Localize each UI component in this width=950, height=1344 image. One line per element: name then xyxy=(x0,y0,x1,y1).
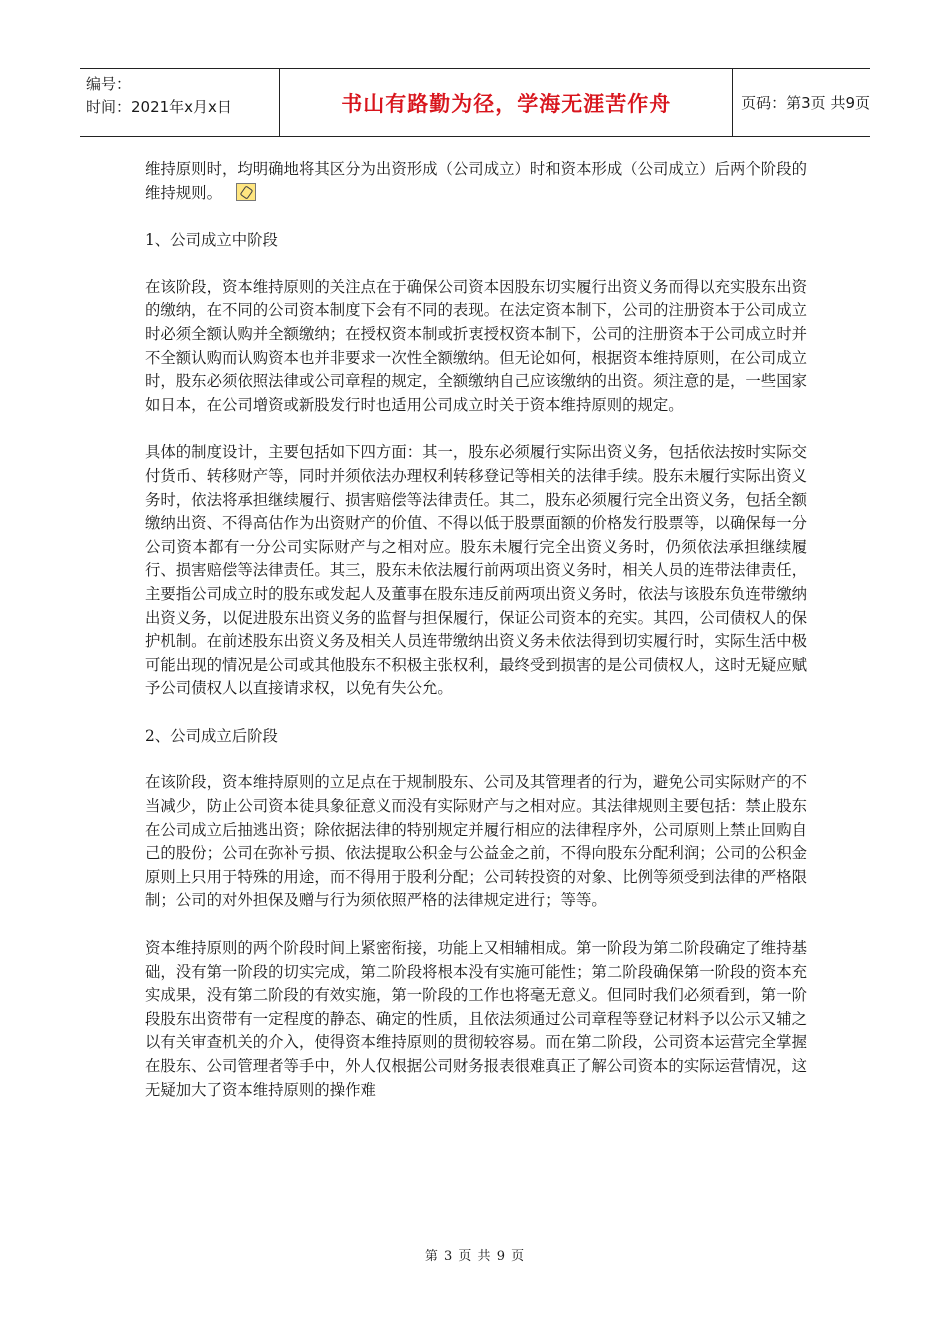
header-meta xyxy=(80,69,279,136)
paragraph: 资本维持原则的两个阶段时间上紧密衔接，功能上又相辅相成。第一阶段为第二阶段确定了维持基础，没有第一阶段的切实完成，第二阶段将根本没有实施可能性；第二阶段确保第一阶段的资本充实成果，没有第二阶段的有效实施，第一阶段的工作也将毫无意义。但同时我们必须看到，第一阶段股东出资带有一定程度的静态、确定的性质，且依法须通过公司章程等登记材料予以公示又辅之以有关审查机关的介入，使得资本维持原则的贯彻较容易。而在第二阶段，公司资本运营完全掌握在股东、公司管理者等手中，外人仅根据公司财务报表很难真正了解公司资本的实际运营情况，这无疑加大了资本维持原则的操作难 xyxy=(145,939,807,1099)
paragraph: 具体的制度设计，主要包括如下四方面：其一，股东必须履行实际出资义务，包括依法按时实际交付货币、转移财产等，同时并须依法办理权利转移登记等相关的法律手续。股东未履行实际出资义务时，依法将承担继续履行、损害赔偿等法律责任。其二，股东必须履行完全出资义务，包括全额缴纳出资、不得高估作为出资财产的价值、不得以低于股票面额的价格发行股票等，以确保每一分公司资本都有一分公司实际财产与之相对应。股东未履行完全出资义务时，仍须依法承担继续履行、损害赔偿等法律责任。其三，股东未依法履行前两项出资义务时，相关人员的连带法律责任，主要指公司成立时的股东或发起人及董事在股东违反前两项出资义务时，依法与该股东负连带缴纳出资义务，以促进股东出资义务的监督与担保履行，保证公司资本的充实。其四，公司债权人的保护机制。在前述股东出资义务及相关人员连带缴纳出资义务未依法得到切实履行时，实际生活中极可能出现的情况是公司或其他股东不积极主张权利，最终受到损害的是公司债权人，这时无疑应赋予公司债权人以直接请求权，以免有失公允。 xyxy=(145,443,807,698)
document-number-label: 编号： xyxy=(86,75,132,93)
document-date: 时间：2021年x月x日 xyxy=(86,98,232,116)
header-page-info: 页码：第3页 共9页 xyxy=(741,94,870,112)
header-motto: 书山有路勤为径，学海无涯苦作舟 xyxy=(279,69,733,136)
section-heading-2: 2、公司成立后阶段 xyxy=(145,726,278,745)
paragraph-intro xyxy=(145,158,807,205)
paragraph: 在该阶段，资本维持原则的关注点在于确保公司资本因股东切实履行出资义务而得以充实股东出资的缴纳，在不同的公司资本制度下会有不同的表现。在法定资本制下，公司的注册资本于公司成立时必须全额认购并全额缴纳；在授权资本制或折衷授权资本制下，公司的注册资本于公司成立时并不全额认购而认购资本也并非要求一次性全额缴纳。但无论如何，根据资本维持原则，在公司成立时，股东必须依照法律或公司章程的规定，全额缴纳自己应该缴纳的出资。须注意的是，一些国家如日本，在公司增资或新股发行时也适用公司成立时关于资本维持原则的规定。 xyxy=(145,277,807,414)
paragraph: 在该阶段，资本维持原则的立足点在于规制股东、公司及其管理者的行为，避免公司实际财产的不当减少，防止公司资本徒具象征意义而没有实际财产与之相对应。其法律规则主要包括：禁止股东在公司成立后抽逃出资；除依据法律的特别规定并履行相应的法律程序外，公司原则上禁止回购自己的股份；公司在弥补亏损、依法提取公积金与公益金之前，不得向股东分配利润；公司的公积金原则上只用于特殊的用途，而不得用于股利分配；公司转投资的对象、比例等须受到法律的严格限制；公司的对外担保及赠与行为须依照严格的法律规定进行；等等。 xyxy=(145,773,807,910)
section-heading-1: 1、公司成立中阶段 xyxy=(145,231,278,250)
paragraph-intro-text: 维持原则时，均明确地将其区分为出资形成（公司成立）时和资本形成（公司成立）后两个阶段的维持规则。 xyxy=(145,160,807,202)
page-header xyxy=(80,68,870,137)
edit-icon[interactable] xyxy=(236,183,256,201)
page-footer: 第 3 页 共 9 页 xyxy=(424,1249,526,1264)
document-body xyxy=(145,158,807,1126)
